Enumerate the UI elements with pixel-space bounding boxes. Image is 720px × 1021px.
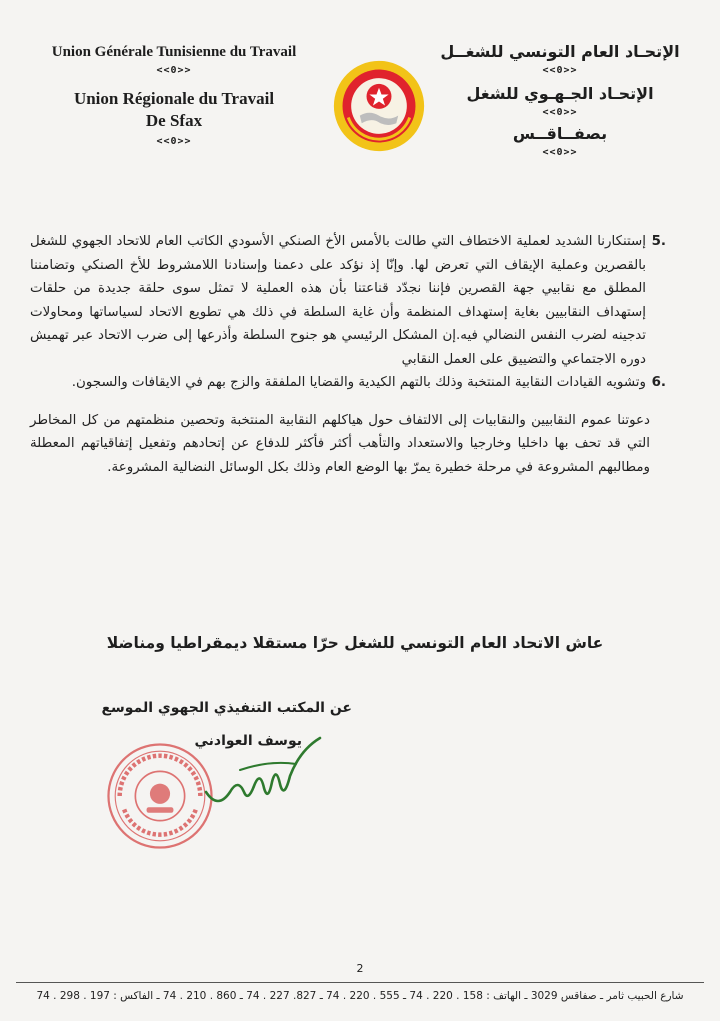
header-fr-regional (24, 88, 324, 132)
ugtt-logo (331, 58, 427, 154)
header-ar-regional: الإتحـاد الجـهـوي للشغل (466, 84, 654, 103)
list-item-number: 5. (651, 234, 666, 249)
signatory-name: يوسف العوادني (194, 733, 302, 749)
header-fr-regional-line: Union Régionale du Travail (73, 89, 275, 108)
handwritten-signature (200, 730, 330, 820)
header-fr-separator: <<0>> (156, 65, 192, 76)
signatory-office: عن المكتب التنفيذي الجهوي الموسع (101, 700, 352, 716)
header-ar-org: الإتحـاد العام التونسي للشغــل (440, 42, 680, 61)
page-number: 2 (356, 962, 364, 975)
header-ar-separator-3: <<0>> (542, 147, 578, 158)
footer-contact: شارع الحبيب ثامر ـ صفاقس 3029 ـ الهاتف : 158 . 220 . 74 ـ 555 . 220 . 74 ـ 827. 227 . 74 ـ 860 . 210 . 74 ـ الفاكس : 197 . 298 . 74 (36, 990, 684, 1002)
header-fr-separator-2: <<0>> (156, 136, 192, 147)
list-item-text: إستنكارنا الشديد لعملية الاختطاف التي طالت بالأمس الأخ الصنكي الأسودي الكاتب العام للاتحاد الجهوي للشغل بالقصرين وعملية الإيقاف التي تعرض لها. وإنّا إذ نؤكد على دعمنا وإسنادنا اللامشروط للأخ الصنكي وتضامننا المطلق مع نقابيي جهة القصرين فإننا نجدّد قناعتنا بأن هذه العملية لا تمثل سوى حلقة جديدة من حلقات إستهداف النقابيين بغاية إستهداف المنظمة وأن غاية السلطة في ذلك هي تطويع الاتحاد لسياساتها ومحاولات تدجينه لضرب النفس النضالي فيه.إن المشكل الرئيسي هو جنوح السلطة وأذرعها إلى ضرب الاتحاد عبر تهميش دوره الاجتماعي والتضييق على العمل النقابي (30, 234, 646, 367)
letter-body (30, 230, 666, 479)
list-item (30, 230, 666, 371)
header-arabic (430, 42, 690, 158)
list-item-number: 6. (651, 375, 666, 390)
header-ar-separator: <<0>> (542, 65, 578, 76)
footer-divider (16, 982, 704, 983)
header-fr-city: De Sfax (145, 111, 203, 130)
header-ar-separator-2: <<0>> (542, 107, 578, 118)
list-item-text: وتشويه القيادات النقابية المنتخبة وذلك بالتهم الكيدية والقضايا الملفقة والزج بهم في الايقافات والسجون. (71, 375, 646, 390)
header-ar-city: بصفــاقــس (512, 124, 608, 143)
header-fr-org: Union Générale Tunisienne du Travail (51, 44, 297, 60)
slogan: عاش الاتحاد العام التونسي للشغل حرّا مستقلا ديمقراطيا ومناضلا (106, 634, 604, 652)
header-french (24, 44, 324, 147)
list-item (30, 371, 666, 395)
closing-paragraph: دعوتنا عموم النقابيين والنقابيات إلى الالتفاف حول هياكلهم النقابية المنتخبة وتحصين منظمتهم من كل المخاطر التي قد تحف بها داخليا وخارجيا والاستعداد والتأهب أكثر فأكثر للدفاع عن إتحادهم وتفعيل إتفاقياتهم المعطلة ومطالبهم المشروعة في مرحلة خطيرة يمرّ بها الوضع العام وذلك بكل الوسائل النضالية المشروعة. (30, 412, 650, 475)
